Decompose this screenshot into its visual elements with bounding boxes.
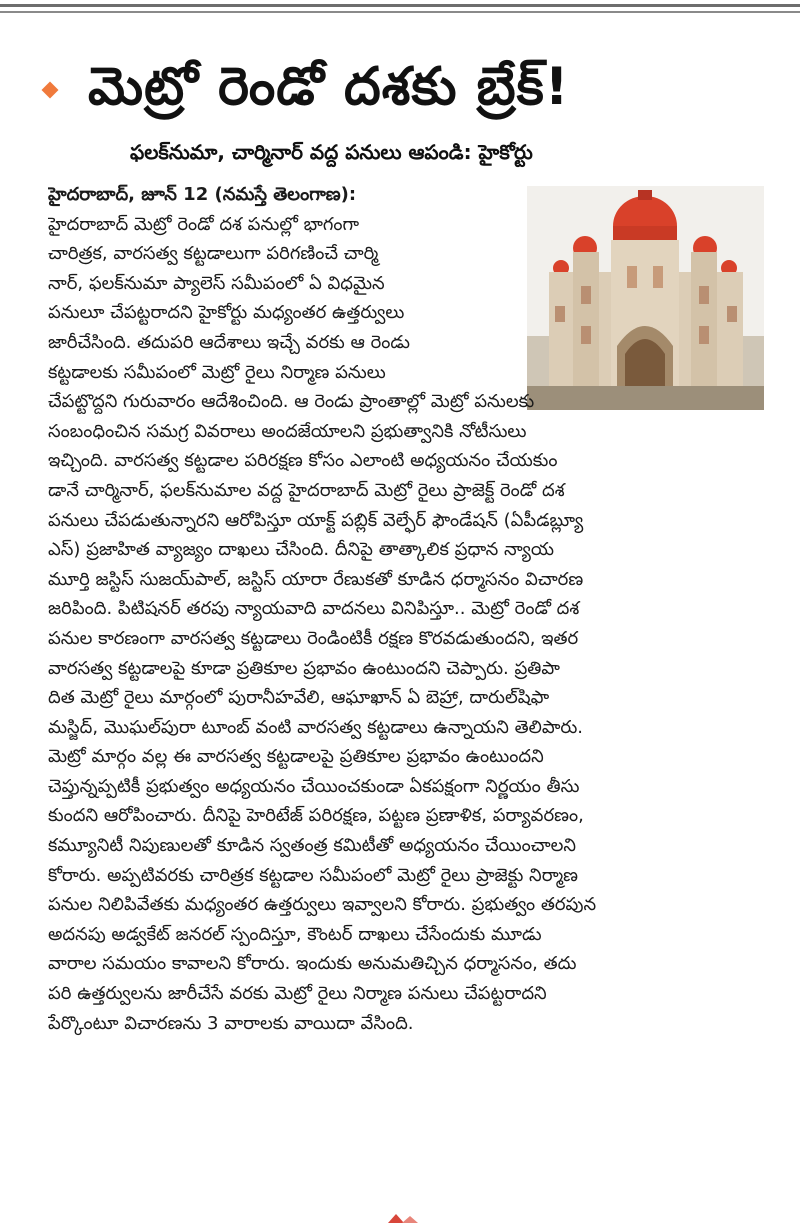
body-line: పనులు చేపడుతున్నారని ఆరోపిస్తూ యాక్ట్ పబ్లిక్ వెల్ఫేర్ ఫౌండేషన్ (ఏపీడబ్ల్యూ — [48, 509, 584, 531]
body-line: పరి ఉత్తర్వులను జారీచేసే వరకు మెట్రో రైలు నిర్మాణ పనులు చేపట్టరాదని — [48, 983, 547, 1005]
article-headline: మెట్రో రెండో దశకు బ్రేక్! — [88, 57, 570, 117]
top-rule-thin — [0, 11, 800, 13]
body-line: కుందని ఆరోపించారు. దీనిపై హెరిటేజ్ పరిరక్షణ, పట్టణ ప్రణాళిక, పర్యావరణం, — [48, 805, 584, 827]
article-dateline: హైదరాబాద్, జూన్ 12 (నమస్తే తెలంగాణ): — [48, 184, 357, 205]
body-line: హైదరాబాద్ మెట్రో రెండో దశ పనుల్లో భాగంగా — [48, 213, 360, 235]
body-line: ఇచ్చింది. వారసత్వ కట్టడాల పరిరక్షణ కోసం ఎలాంటి అధ్యయనం చేయకుం — [48, 450, 558, 472]
body-line: చారిత్రక, వారసత్వ కట్టడాలుగా పరిగణించే చార్మి — [48, 243, 379, 265]
body-line: జరిపింది. పిటిషనర్ తరపు న్యాయవాది వాదనలు వినిపిస్తూ.. మెట్రో రెండో దశ — [48, 598, 580, 620]
top-rule-thick — [0, 4, 800, 7]
body-line: పేర్కొంటూ విచారణను 3 వారాలకు వాయిదా వేసింది. — [48, 1012, 414, 1034]
body-line: మస్జిద్, మొఘల్‌పురా టూంబ్ వంటి వారసత్వ కట్టడాలు ఉన్నాయని తెలిపారు. — [48, 716, 584, 738]
body-line: దిత మెట్రో రైలు మార్గంలో పురానీహవేలి, ఆఘాఖాన్ ఏ బెహ్రా, దారుల్‌షిఫా — [48, 687, 550, 709]
body-line: డానే చార్మినార్, ఫలక్‌నుమాల వద్ద హైదరాబాద్ మెట్రో రైలు ప్రాజెక్ట్ రెండో దశ — [48, 479, 565, 501]
body-line: ఎస్) ప్రజాహిత వ్యాజ్యం దాఖలు చేసింది. దీనిపై తాత్కాలిక ప్రధాన న్యాయ — [48, 539, 555, 561]
body-line: పనులూ చేపట్టరాదని హైకోర్టు మధ్యంతర ఉత్తర్వులు — [48, 302, 405, 324]
body-line: కట్టడాలకు సమీపంలో మెట్రో రైలు నిర్మాణ పనులు — [48, 361, 386, 383]
headline-block — [36, 52, 776, 122]
body-line: పనుల నిలిపివేతకు మధ్యంతర ఉత్తర్వులు ఇవ్వాలని కోరారు. ప్రభుత్వం తరపున — [48, 894, 597, 916]
body-line: పనుల కారణంగా వారసత్వ కట్టడాలు రెండింటికీ రక్షణ కొరవడుతుందని, ఇతర — [48, 627, 579, 649]
page-end-ornament-icon — [384, 1212, 424, 1223]
body-line: సంబంధించిన సమగ్ర వివరాలు అందజేయాలని ప్రభుత్వానికి నోటీసులు — [48, 420, 527, 442]
body-line: కోరారు. అప్పటివరకు చారిత్రక కట్టడాల సమీపంలో మెట్రో రైలు ప్రాజెక్టు నిర్మాణ — [48, 864, 579, 886]
diamond-bullet-icon — [42, 82, 59, 99]
body-line: మూర్తి జస్టిస్ సుజయ్‌పాల్, జస్టిస్ యారా రేణుకతో కూడిన ధర్మాసనం విచారణ — [48, 568, 584, 590]
body-line: కమ్యూనిటీ నిపుణులతో కూడిన స్వతంత్ర కమిటీతో అధ్యయనం చేయించాలని — [48, 835, 577, 857]
body-line: జారీచేసింది. తదుపరి ఆదేశాలు ఇచ్చే వరకు ఆ రెండు — [48, 331, 410, 353]
article-subheadline: ఫలక్‌నుమా, చార్మినార్ వద్ద పనులు ఆపండి: హైకోర్టు — [130, 140, 533, 164]
body-line: చెప్తున్నప్పటికీ ప్రభుత్వం అధ్యయనం చేయించకుండా ఏకపక్షంగా నిర్ణయం తీసు — [48, 775, 580, 797]
body-line: నార్, ఫలక్‌నుమా ప్యాలెస్ సమీపంలో ఏ విధమైన — [48, 272, 385, 294]
body-line: అదనపు అడ్వకేట్ జనరల్ స్పందిస్తూ, కౌంటర్ దాఖలు చేసేందుకు మూడు — [48, 923, 542, 945]
body-line: చేపట్టొద్దని గురువారం ఆదేశించింది. ఆ రెండు ప్రాంతాల్లో మెట్రో పనులకు — [48, 391, 535, 413]
article-body — [48, 180, 768, 1038]
top-border-rules — [0, 0, 800, 20]
body-line: మెట్రో మార్గం వల్ల ఈ వారసత్వ కట్టడాలపై ప్రతికూల ప్రభావం ఉంటుందని — [48, 746, 544, 768]
body-line: వారాల సమయం కావాలని కోరారు. ఇందుకు అనుమతిచ్చిన ధర్మాసనం, తదు — [48, 953, 577, 975]
body-line: వారసత్వ కట్టడాలపై కూడా ప్రతికూల ప్రభావం ఉంటుందని చెప్పారు. ప్రతిపా — [48, 657, 560, 679]
